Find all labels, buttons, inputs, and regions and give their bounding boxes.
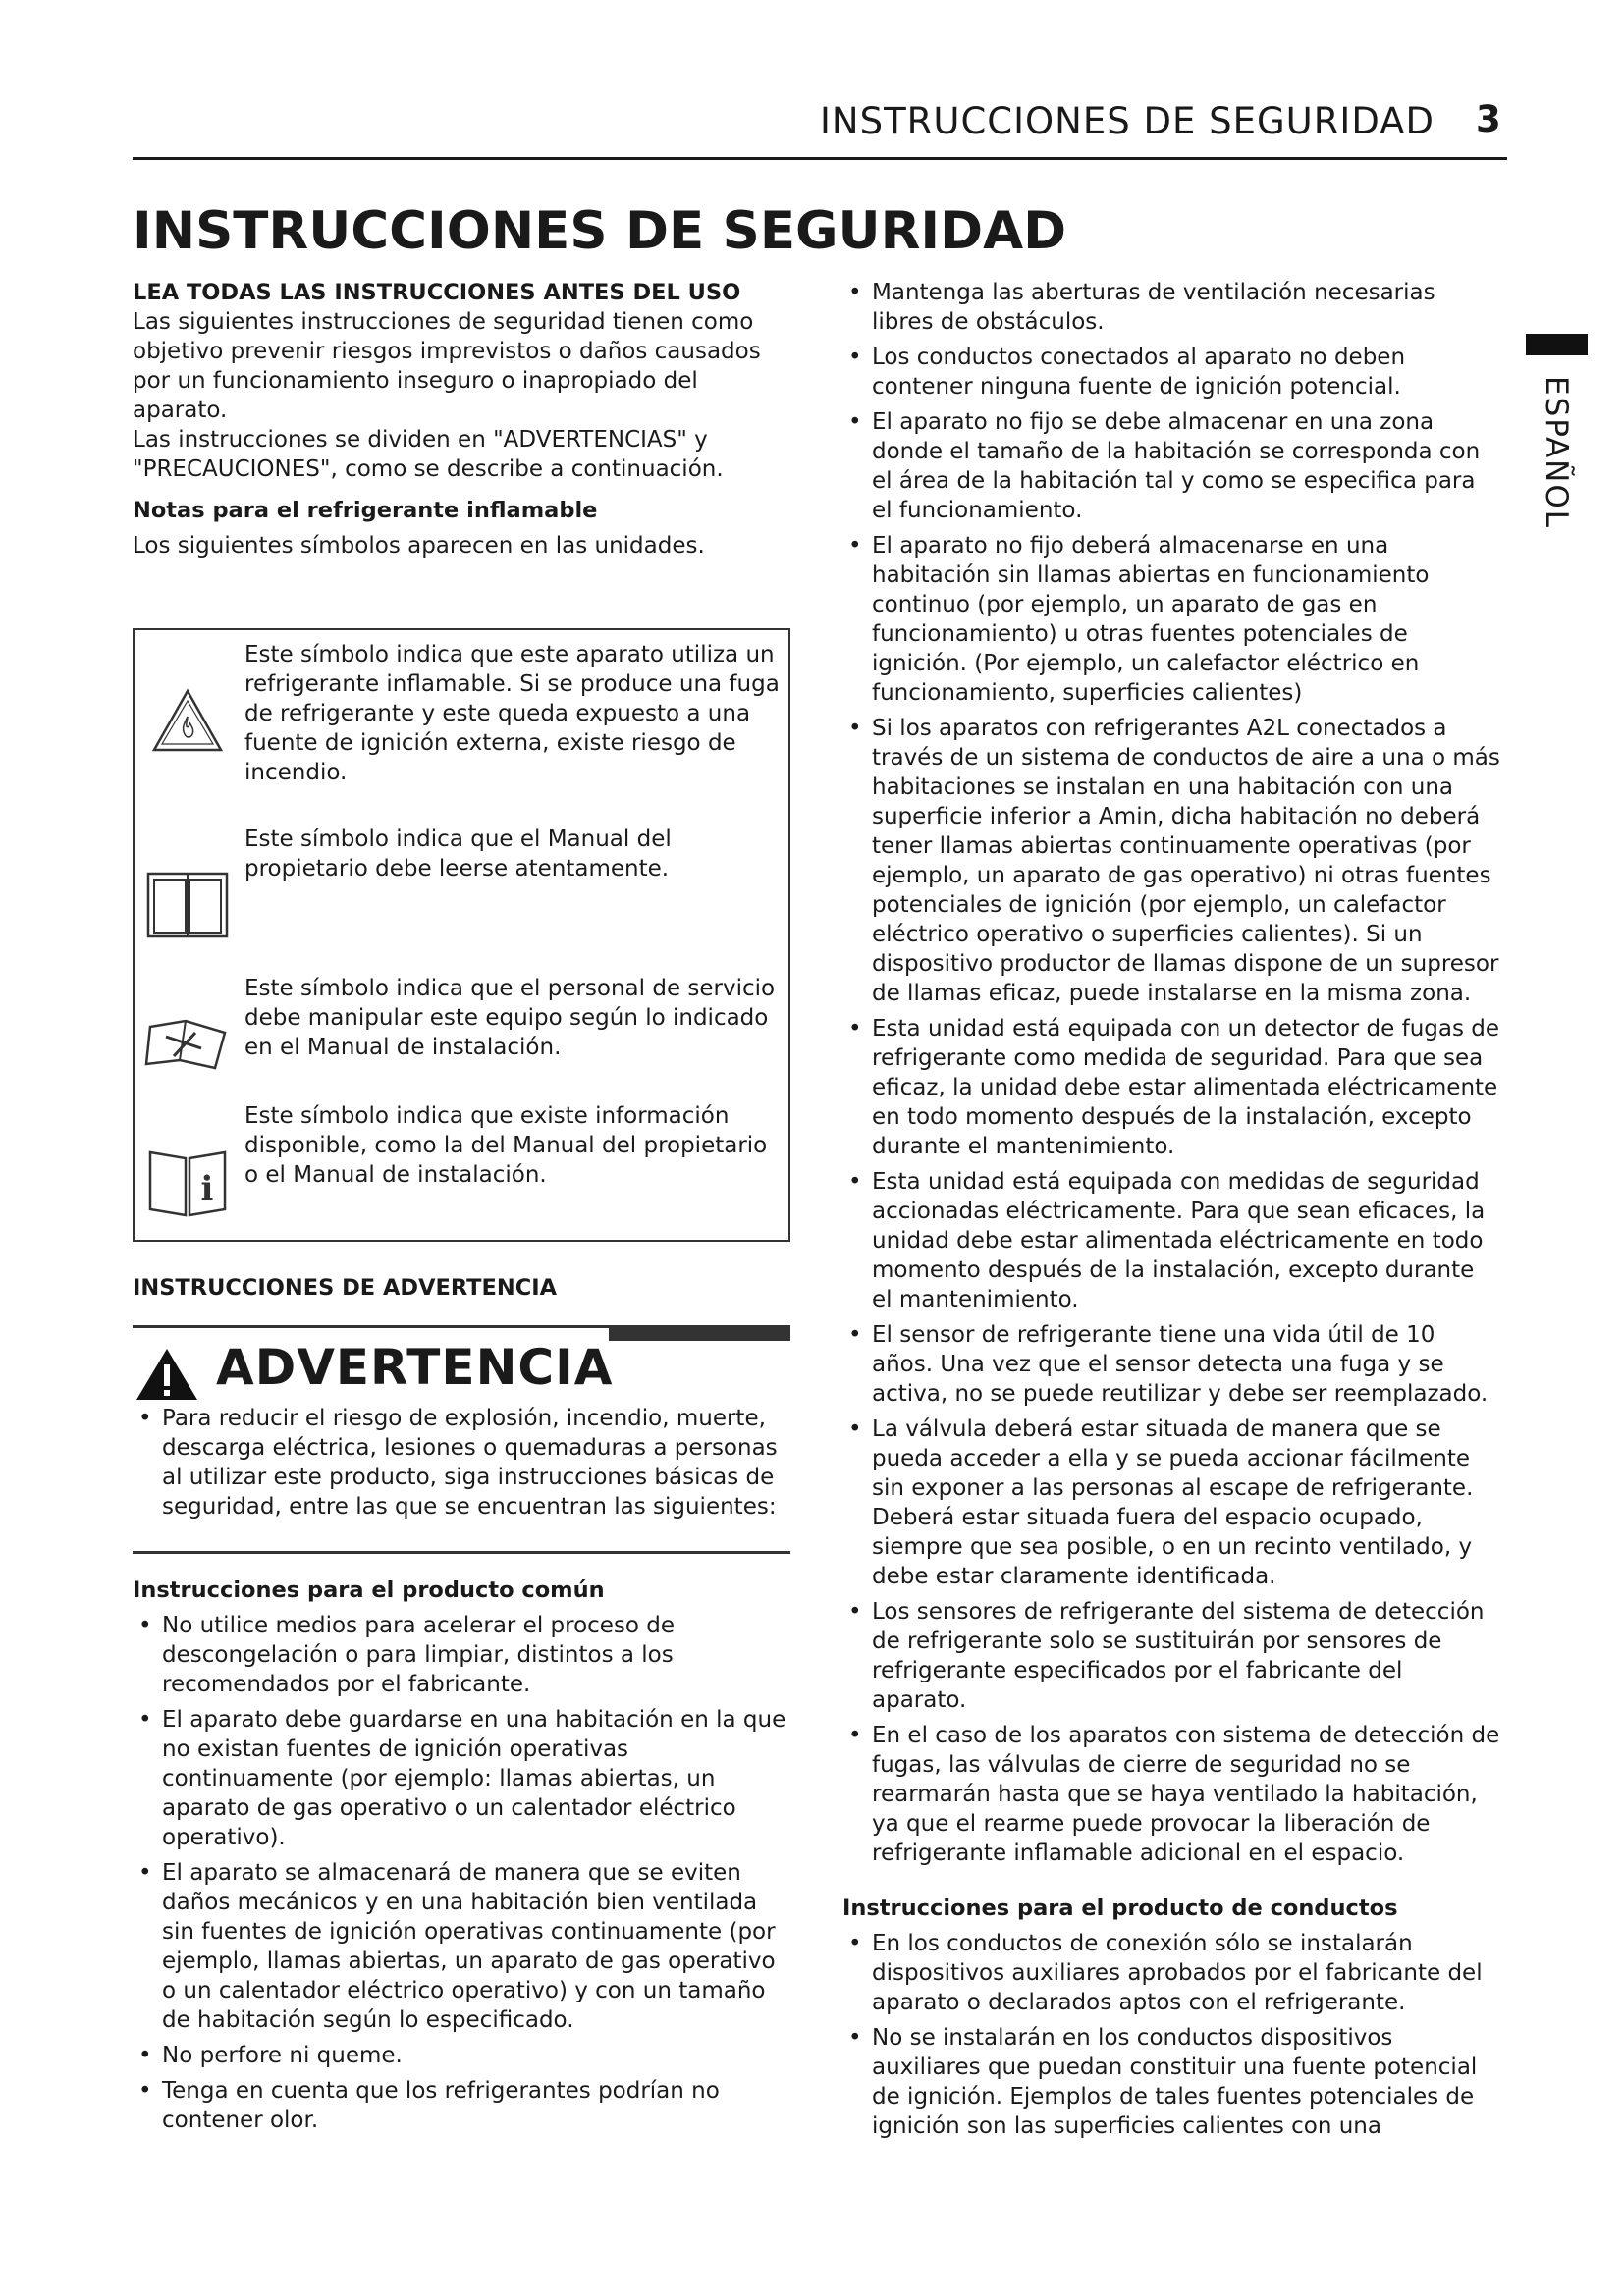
right-column: [842, 278, 1500, 2141]
symbols-box: [133, 628, 790, 1242]
duct-product-list: [842, 1929, 1500, 2141]
list-item: • El aparato no fijo se debe almacenar en una zona donde el tamaño de la habitación se corresponda con el área de la habitación tal y como se especifica para el funcionamiento.: [842, 407, 1500, 525]
header-rule: [133, 157, 1507, 160]
warning-triangle-icon: [133, 1345, 201, 1408]
list-item: • Los conductos conectados al aparato no deben contener ninguna fuente de ignición potencial.: [842, 343, 1500, 401]
language-tab-marker: [1526, 334, 1588, 355]
language-tab-label: ESPAÑOL: [1539, 376, 1574, 530]
read-all-heading: LEA TODAS LAS INSTRUCCIONES ANTES DEL USO: [133, 280, 741, 305]
list-item: • No se instalarán en los conductos dispositivos auxiliares que puedan constituir una fuente potencial de ignición. Ejemplos de tales fuentes potenciales de ignición son las superficies calientes con una: [842, 2023, 1500, 2141]
symbol-text-owner-manual: Este símbolo indica que el Manual del propietario debe leerse atentamente.: [244, 827, 672, 881]
list-item: • Mantenga las aberturas de ventilación necesarias libres de obstáculos.: [842, 278, 1500, 337]
flammable-warning-icon: [140, 669, 235, 768]
page-title: INSTRUCCIONES DE SEGURIDAD: [133, 201, 1067, 261]
warning-item: • Para reducir el riesgo de explosión, incendio, muerte, descarga eléctrica, lesiones o quemaduras a personas al utilizar este producto, siga instrucciones básicas de seguridad, entre las que se encuentran las siguientes:: [133, 1404, 790, 1522]
symbol-text-service-manual: Este símbolo indica que el personal de servicio debe manipular este equipo según lo indicado en el Manual de instalación.: [244, 976, 776, 1060]
list-item: • No utilice medios para acelerar el proceso de descongelación o para limpiar, distintos a los recomendados por el fabricante.: [133, 1611, 790, 1699]
warning-list: [133, 1404, 790, 1522]
list-item: • El aparato no fijo deberá almacenarse en una habitación sin llamas abiertas en funcionamiento continuo (por ejemplo, un aparato de gas en funcionamiento) u otras fuentes potenciales de ignición. (Por ejemplo, un calefactor eléctrico en funcionamiento, superficies calientes): [842, 531, 1500, 708]
common-product-heading: Instrucciones para el producto común: [133, 1577, 605, 1603]
warning-instructions-heading: INSTRUCCIONES DE ADVERTENCIA: [133, 1275, 558, 1301]
warning-word: ADVERTENCIA: [216, 1339, 614, 1396]
list-item: • Esta unidad está equipada con un detector de fugas de refrigerante como medida de seguridad. Para que sea eficaz, la unidad debe estar alimentada eléctricamente en todo momento después de la instalación, excepto durante el mantenimiento.: [842, 1014, 1500, 1161]
list-item: • Si los aparatos con refrigerantes A2L conectados a través de un sistema de conductos de aire a una o más habitaciones se instalan en una habitación con una superficie inferior a Amin, dicha habitación no deberá tener llamas abiertas continuamente operativas (por ejemplo, un aparato de gas operativo) ni otras fuentes potenciales de ignición (por ejemplo, un calefactor eléctrico operativo o superficies calientes). Si un dispositivo productor de llamas dispone de un supresor de llamas eficaz, puede instalarse en la misma zona.: [842, 714, 1500, 1008]
right-safety-list: [842, 278, 1500, 1868]
refrigerant-notes-text: Los siguientes símbolos aparecen en las unidades.: [133, 533, 705, 559]
list-item: • En los conductos de conexión sólo se instalarán dispositivos auxiliares aprobados por el fabricante del aparato o declarados aptos con el refrigerante.: [842, 1929, 1500, 2017]
list-item: • En el caso de los aparatos con sistema de detección de fugas, las válvulas de cierre de seguridad no se rearmarán hasta que se haya ventilado la habitación, ya que el rearme puede provocar la liberación de refrigerante inflamable adicional en el espacio.: [842, 1721, 1500, 1868]
symbol-text-info-manual: Este símbolo indica que existe información disponible, como la del Manual del propietario o el Manual de instalación.: [244, 1103, 768, 1188]
intro-block: [133, 278, 790, 561]
refrigerant-notes-heading: Notas para el refrigerante inflamable: [133, 498, 598, 523]
intro-paragraph-1: Las siguientes instrucciones de seguridad tienen como objetivo prevenir riesgos imprevistos o daños causados por un funcionamiento inseguro o inapropiado del aparato.: [133, 309, 761, 423]
list-item: • El aparato se almacenará de manera que se eviten daños mecánicos y en una habitación bien ventilada sin fuentes de ignición operativas continuamente (por ejemplo, llamas abiertas, un aparato de gas operativo o un calentador eléctrico operativo) y con un tamaño de habitación según lo especificado.: [133, 1858, 790, 2035]
list-item: • Esta unidad está equipada con medidas de seguridad accionadas eléctricamente. Para que sean eficaces, la unidad debe estar alimentada eléctricamente en todo momento después de la instalación, excepto durante el mantenimiento.: [842, 1167, 1500, 1314]
list-item: • Los sensores de refrigerante del sistema de detección de refrigerante solo se sustituirán por sensores de refrigerante especificados por el fabricante del aparato.: [842, 1597, 1500, 1715]
duct-product-heading: Instrucciones para el producto de conductos: [842, 1896, 1398, 1921]
warning-header: [133, 1325, 790, 1394]
owner-manual-icon: [140, 854, 235, 952]
service-manual-icon: [140, 993, 235, 1092]
list-item: • El sensor de refrigerante tiene una vida útil de 10 años. Una vez que el sensor detecta una fuga y se activa, no se puede reutilizar y debe ser reemplazado.: [842, 1320, 1500, 1409]
list-item: • La válvula deberá estar situada de manera que se pueda acceder a ella y se pueda accionar fácilmente sin exponer a las personas al escape de refrigerante. Deberá estar situada fuera del espacio ocupado, siempre que sea posible, o en un recinto ventilado, y debe estar claramente identificada.: [842, 1415, 1500, 1591]
list-item: • El aparato debe guardarse en una habitación en la que no existan fuentes de ignición operativas continuamente (por ejemplo: llamas abiertas, un aparato de gas operativo o un calentador eléctrico operativo).: [133, 1705, 790, 1852]
symbol-text-flammable: Este símbolo indica que este aparato utiliza un refrigerante inflamable. Si se produce una fuga de refrigerante y este queda expuesto a una fuente de ignición externa, existe riesgo de incendio.: [244, 642, 780, 785]
warning-top-rule: [133, 1325, 609, 1328]
warning-top-bar: [609, 1325, 790, 1341]
svg-text:i: i: [200, 1169, 214, 1208]
common-product-list: [133, 1611, 790, 2135]
list-item: • Tenga en cuenta que los refrigerantes podrían no contener olor.: [133, 2076, 790, 2135]
page-number: 3: [1476, 98, 1501, 140]
intro-paragraph-2: Las instrucciones se dividen en "ADVERTENCIAS" y "PRECAUCIONES", como se describe a continuación.: [133, 427, 724, 482]
running-header-title: INSTRUCCIONES DE SEGURIDAD: [820, 100, 1435, 142]
common-product-section: [133, 1575, 790, 2135]
list-item: • No perfore ni queme.: [133, 2041, 790, 2070]
warning-bottom-rule: [133, 1551, 790, 1554]
info-manual-icon: [140, 1131, 235, 1229]
